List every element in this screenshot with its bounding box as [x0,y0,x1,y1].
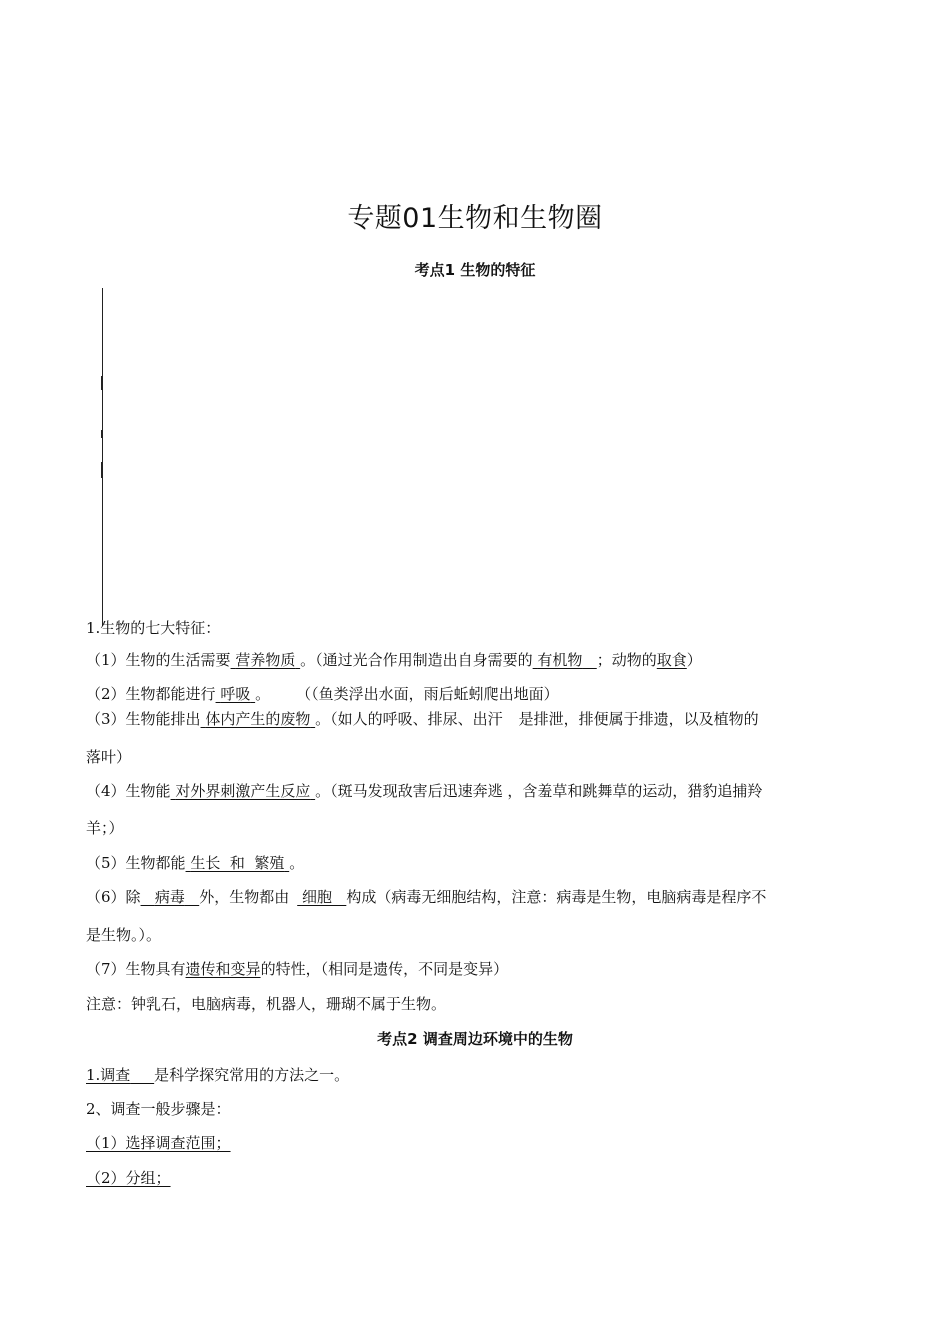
blank-answer: 营养物质 [235,651,296,669]
trait-line-7: （7）生物具有遗传和变异的特性，（相同是遗传，不同是变异） [86,960,509,978]
blank-answer: 呼吸 [220,685,251,703]
trait-line-4: （4）生物能 对外界刺激产生反应 。（斑马发现敌害后迅速奔逃 ，含羞草和跳舞草的运动，猎豹追捕羚 [86,782,763,800]
margin-tick [101,430,103,438]
margin-line [102,288,103,626]
margin-tick [101,376,103,390]
topic2-heading: 考点2 调查周边环境中的生物 [377,1030,573,1048]
page-title: 专题01生物和生物圈 [347,203,603,234]
blank-answer: 1.调查 [86,1066,131,1084]
note-line: 注意：钟乳石，电脑病毒，机器人，珊瑚不属于生物。 [86,995,447,1013]
section1-heading: 1.生物的七大特征： [86,619,221,637]
trait-line-5: （5）生物都能 生长 和 繁殖 。 [86,854,305,872]
blank-answer: 病毒 [154,888,185,906]
survey-line-1: 1.调查 是科学探究常用的方法之一。 [86,1066,350,1084]
blank-answer: 取食 [656,651,687,669]
trait-line-1: （1）生物的生活需要 营养物质 。（通过光合作用制造出自身需要的 有机物 ；动物的取食） [86,651,702,669]
margin-tick [101,462,103,478]
trait-line-6: （6）除 病毒 外，生物都由 细胞 构成（病毒无细胞结构，注意：病毒是生物，电脑病毒是程序不 [86,888,767,906]
blank-answer: 细胞 [301,888,332,906]
trait-line-3: （3）生物能排出 体内产生的废物 。（如人的呼吸、排尿、出汗 是排泄，排便属于排遗，以及植物的 [86,710,759,728]
blank-answer: 对外界刺激产生反应 [175,782,311,800]
trait-line-6-cont: 是生物。）。 [86,926,162,944]
trait-line-2: （2）生物都能进行 呼吸 。 （（鱼类浮出水面，雨后蚯蚓爬出地面） [86,685,559,703]
blank-answer: 体内产生的废物 [205,710,311,728]
topic1-heading: 考点1 生物的特征 [414,261,536,279]
survey-line-3: （1）选择调查范围； [86,1134,231,1152]
blank-answer: 遗传和变异 [185,960,261,978]
blank-answer: 有机物 [537,651,583,669]
survey-line-2: 2、调查一般步骤是： [86,1100,231,1118]
survey-line-4: （2）分组； [86,1169,171,1187]
trait-line-4-cont: 羊；） [86,819,124,837]
trait-line-3-cont: 落叶） [86,748,132,766]
blank-answer: 生长 和 繁殖 [190,854,285,872]
